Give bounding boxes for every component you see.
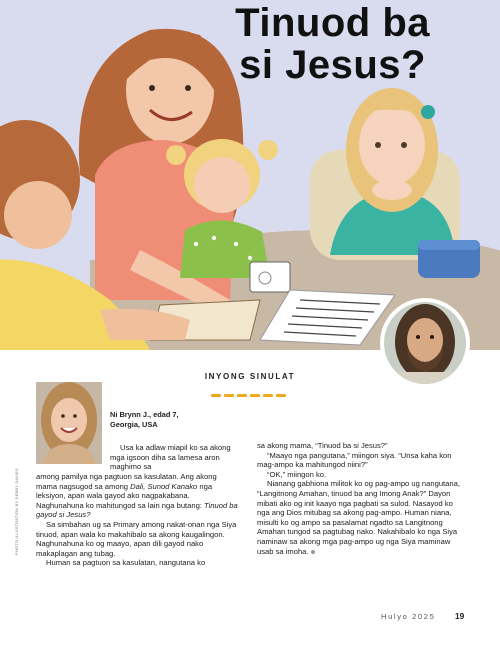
paragraph: “Maayo nga pangutana,” miingon siya. “Unsa kaha kon mag-ampo ka mahitungod niini?”	[257, 450, 452, 470]
byline-location: Georgia, USA	[110, 420, 158, 429]
page-title	[235, 2, 430, 86]
article-column-1-top	[110, 443, 238, 472]
paragraph: sa akong mama, “Tinuod ba si Jesus?”	[257, 441, 388, 450]
paragraph: Human sa pagtuon sa kasulatan, nangutana ko	[46, 558, 206, 568]
paragraph: Sa simbahan ug sa Primary among nakat-onan nga Siya tinuod, apan wala ko makahibalo sa akong kaugalingon. Naghunahuna ko og maayo, apan dili gayod nako makaplagan ang tubag.	[36, 519, 237, 558]
page-number: 19	[455, 611, 465, 621]
paragraph-opening: Usa ka adlaw miapil ko sa akong mga igsoon diha sa lamesa aron maghimo sa	[110, 443, 231, 472]
author-byline	[110, 410, 179, 430]
photo-credit: PHOTO ILLUSTRATION BY DEBBY DAVIES	[14, 468, 19, 555]
kicker-accent-dashes	[211, 384, 289, 387]
title-line-1: Tinuod ba	[235, 1, 430, 45]
paragraph: “OK,” miingon ko.	[267, 469, 327, 479]
author-photo	[36, 382, 102, 464]
section-kicker: INYONG SINULAT	[204, 372, 296, 381]
byline-name: Ni Brynn J., edad 7,	[110, 410, 179, 419]
paragraph: Nianang gabhiona militok ko og pag-ampo ug nangutana, “Langitnong Amahan, tinuod ba ang Imong Anak?” Dayon mibati ako og init kaayo nga pagbati sa sulod. Nasayod ko nga ang Dios mitubag sa akong pag-ampo. Human niana, misulti ko og ampo sa pasalamat ngadto sa Langitnong Amahan tungod sa pagtubag nako. Nakahibalo ko nga Siya naminaw sa akong mga pag-ampo ug nga Siya maminaw usab sa imoha.	[257, 479, 460, 556]
paragraph: among pamilya nga pagtuon sa kasulatan. Ang akong mama nagsugod sa among Dali, Sunod Kanako nga leksiyon, apan wala gayod ako nagpakabana. Naghunahuna ko mahitungod sa lain nga butang: Tinuod ba gayod si Jesus?	[36, 472, 238, 520]
title-line-2: si Jesus?	[239, 43, 426, 87]
article-column-1-rest	[36, 472, 238, 568]
article-column-2	[257, 441, 464, 556]
italic-run: Dali, Sunod Kanako	[130, 481, 198, 491]
italic-run: Tinuod ba gayod si Jesus?	[36, 500, 238, 520]
footer-month: Hulyo 2025	[381, 612, 436, 621]
author-photo-image	[36, 382, 102, 464]
end-mark-icon	[311, 550, 315, 554]
